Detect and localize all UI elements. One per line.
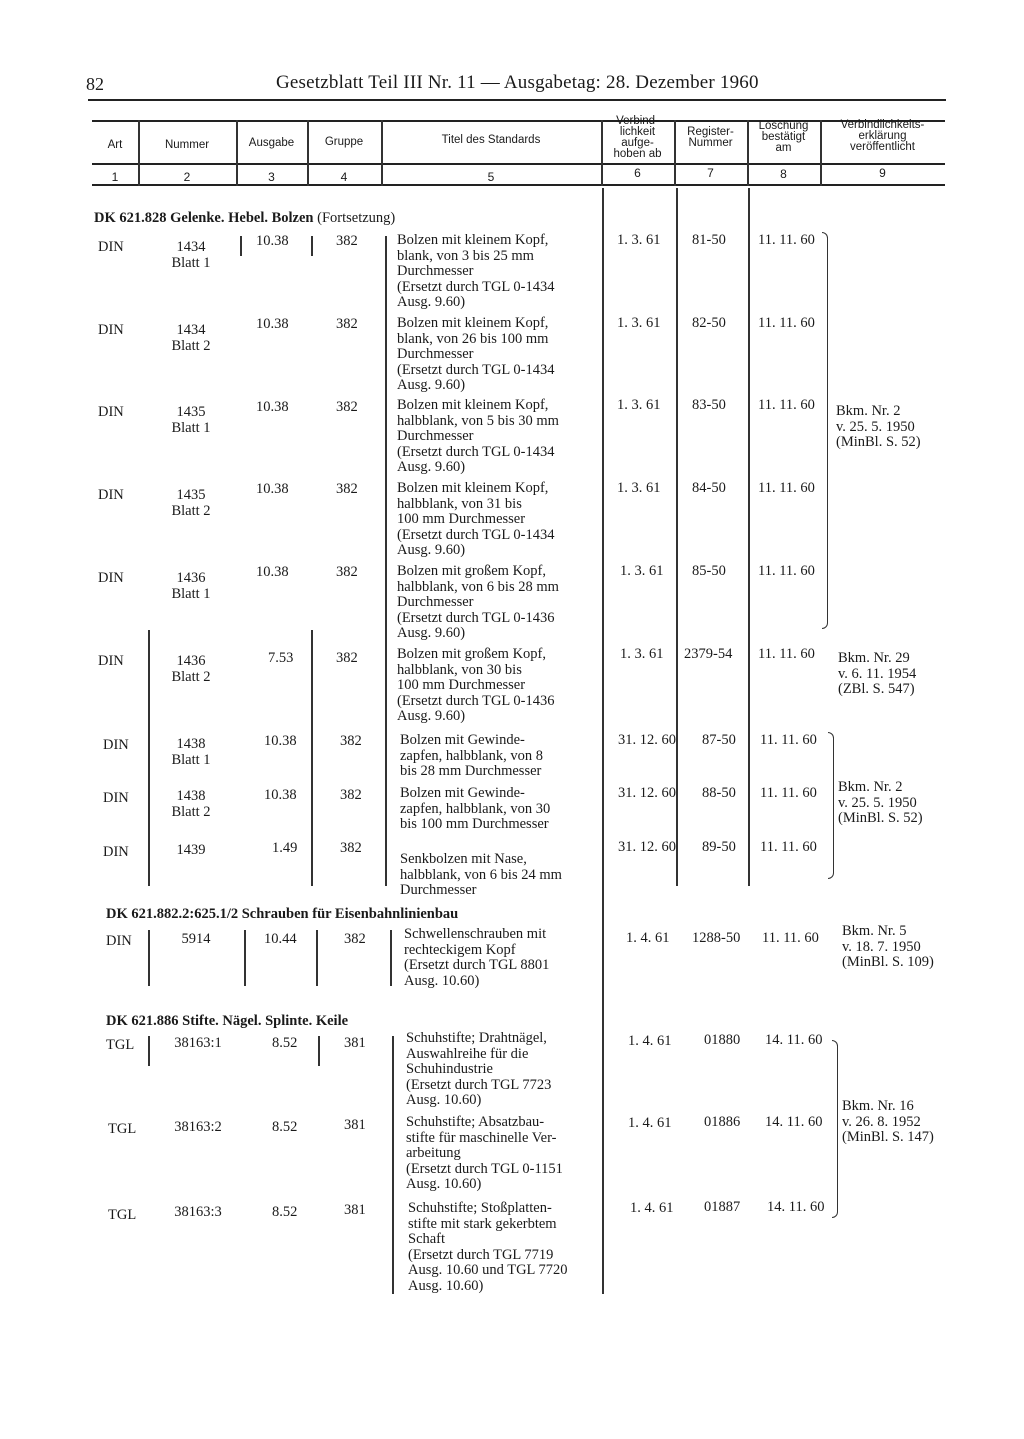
cell-nummer: 1434 Blatt 1 — [171, 239, 211, 271]
col-number: 5 — [487, 170, 495, 184]
body-divider — [390, 930, 392, 986]
cell-register: 83-50 — [692, 397, 726, 413]
col-number: 9 — [879, 166, 886, 180]
cell-nummer: 1436 Blatt 2 — [171, 653, 211, 685]
cell-aufgehoben: 1. 3. 61 — [617, 232, 661, 248]
cell-nummer: 1438 Blatt 1 — [171, 736, 211, 768]
cell-nummer: 38163:1 — [174, 1035, 222, 1051]
cell-gruppe: 382 — [336, 481, 358, 497]
cell-register: 81-50 — [692, 232, 726, 248]
cell-nummer: 38163:2 — [174, 1119, 222, 1135]
cell-aufgehoben: 1. 4. 61 — [628, 1115, 672, 1131]
cell-titel: Bolzen mit kleinem Kopf, blank, von 26 bis 100 mm Durchmesser (Ersetzt durch TGL 0-1434 Ausg. 9.60) — [397, 315, 555, 393]
cell-titel: Senkbolzen mit Nase, halbblank, von 6 bis 24 mm Durchmesser — [400, 851, 562, 898]
cell-gruppe: 381 — [344, 1202, 366, 1218]
col-number: 3 — [268, 170, 275, 184]
body-divider — [316, 930, 318, 986]
cell-gruppe: 382 — [340, 733, 362, 749]
cell-register: 01887 — [704, 1199, 741, 1215]
cell-loeschung: 11. 11. 60 — [758, 232, 815, 248]
cell-nummer: 1435 Blatt 1 — [171, 404, 211, 436]
cell-ausgabe: 8.52 — [272, 1035, 298, 1051]
cell-aufgehoben: 1. 3. 61 — [617, 480, 661, 496]
cell-ausgabe: 10.38 — [264, 733, 297, 749]
cell-loeschung: 11. 11. 60 — [760, 839, 817, 855]
cell-register: 82-50 — [692, 315, 726, 331]
cell-loeschung: 11. 11. 60 — [758, 646, 815, 662]
cell-aufgehoben: 1. 3. 61 — [620, 646, 664, 662]
cell-loeschung: 11. 11. 60 — [758, 480, 815, 496]
cell-verbindlichkeit: Bkm. Nr. 2 v. 25. 5. 1950 (MinBl. S. 52) — [836, 403, 921, 450]
col-number: 8 — [780, 167, 787, 181]
cell-aufgehoben: 31. 12. 60 — [618, 785, 676, 801]
cell-gruppe: 382 — [336, 399, 358, 415]
cell-register: 1288-50 — [692, 930, 741, 946]
cell-loeschung: 11. 11. 60 — [758, 315, 815, 331]
body-divider — [311, 630, 313, 886]
cell-register: 88-50 — [702, 785, 736, 801]
cell-loeschung: 11. 11. 60 — [760, 785, 817, 801]
cell-art: DIN — [98, 487, 124, 503]
body-divider — [392, 1036, 394, 1294]
section-heading-text: DK 621.828 Gelenke. Hebel. Bolzen — [94, 210, 314, 226]
cell-aufgehoben: 1. 4. 61 — [626, 930, 670, 946]
cell-titel: Bolzen mit kleinem Kopf, halbblank, von 5 bis 30 mm Durchmesser (Ersetzt durch TGL 0-1434 Ausg. 9.60) — [397, 397, 559, 475]
page-number: 82 — [86, 74, 104, 94]
body-divider — [244, 930, 246, 986]
cell-verbindlichkeit: Bkm. Nr. 16 v. 26. 8. 1952 (MinBl. S. 147) — [842, 1098, 934, 1145]
cell-register: 87-50 — [702, 732, 736, 748]
cell-ausgabe: 1.49 — [272, 840, 298, 856]
section-heading — [94, 210, 395, 227]
cell-nummer: 1439 — [176, 842, 206, 858]
cell-gruppe: 382 — [336, 316, 358, 332]
cell-titel: Bolzen mit großem Kopf, halbblank, von 30 bis 100 mm Durchmesser (Ersetzt durch TGL 0-1436 Ausg. 9.60) — [397, 646, 555, 724]
group-brace — [832, 1040, 838, 1218]
cell-gruppe: 382 — [340, 840, 362, 856]
cell-art: DIN — [98, 653, 124, 669]
col-header-loeschung: Löschung bestätigt am — [758, 120, 809, 154]
body-divider — [148, 1036, 150, 1066]
section-heading: DK 621.886 Stifte. Nägel. Splinte. Keile — [106, 1013, 349, 1029]
cell-art: DIN — [98, 570, 124, 586]
cell-loeschung: 14. 11. 60 — [765, 1114, 823, 1130]
cell-nummer: 1434 Blatt 2 — [171, 322, 211, 354]
col-number: 7 — [707, 166, 714, 180]
col-header-art: Art — [107, 139, 123, 151]
cell-loeschung: 14. 11. 60 — [767, 1199, 825, 1215]
table-num-rule — [92, 184, 945, 186]
cell-aufgehoben: 31. 12. 60 — [618, 839, 676, 855]
cell-art: DIN — [98, 239, 124, 255]
body-divider — [676, 188, 678, 886]
cell-loeschung: 11. 11. 60 — [760, 732, 817, 748]
cell-art: TGL — [106, 1037, 135, 1053]
col-header-titel: Titel des Standards — [441, 134, 541, 146]
cell-ausgabe: 10.38 — [256, 564, 289, 580]
cell-titel: Schuhstifte; Stoßplatten- stifte mit stark gekerbtem Schaft (Ersetzt durch TGL 7719 Ausg. 10.60 und TGL 7720 Ausg. 10.60) — [408, 1200, 568, 1294]
cell-verbindlichkeit: Bkm. Nr. 5 v. 18. 7. 1950 (MinBl. S. 109) — [842, 923, 934, 970]
cell-gruppe: 381 — [344, 1117, 366, 1133]
cell-nummer: 1435 Blatt 2 — [171, 487, 211, 519]
col-number: 2 — [183, 170, 191, 184]
col-number: 6 — [634, 166, 641, 180]
cell-gruppe: 382 — [344, 931, 366, 947]
section-heading-suffix: (Fortsetzung) — [317, 210, 396, 226]
cell-gruppe: 381 — [344, 1035, 366, 1051]
body-divider — [385, 236, 387, 886]
cell-loeschung: 11. 11. 60 — [758, 397, 815, 413]
cell-gruppe: 382 — [340, 787, 362, 803]
cell-ausgabe: 10.38 — [264, 787, 297, 803]
cell-register: 01886 — [704, 1114, 741, 1130]
cell-ausgabe: 8.52 — [272, 1204, 298, 1220]
col-number: 1 — [111, 170, 119, 184]
cell-ausgabe: 10.38 — [256, 233, 289, 249]
cell-titel: Bolzen mit kleinem Kopf, blank, von 3 bis 25 mm Durchmesser (Ersetzt durch TGL 0-1434 Ausg. 9.60) — [397, 232, 555, 310]
cell-register: 89-50 — [702, 839, 736, 855]
cell-nummer: 1438 Blatt 2 — [171, 788, 211, 820]
col-header-ausgabe: Ausgabe — [248, 137, 295, 149]
cell-gruppe: 382 — [336, 233, 358, 249]
cell-art: TGL — [108, 1121, 137, 1137]
cell-verbindlichkeit: Bkm. Nr. 29 v. 6. 11. 1954 (ZBl. S. 547) — [838, 650, 917, 697]
cell-aufgehoben: 1. 3. 61 — [617, 315, 661, 331]
cell-titel: Schuhstifte; Drahtnägel, Auswahlreihe für die Schuhindustrie (Ersetzt durch TGL 7723 Ausg. 10.60) — [406, 1030, 552, 1108]
cell-titel: Bolzen mit kleinem Kopf, halbblank, von 31 bis 100 mm Durchmesser (Ersetzt durch TGL 0-1434 Ausg. 9.60) — [397, 480, 555, 558]
cell-art: TGL — [108, 1207, 137, 1223]
cell-aufgehoben: 1. 3. 61 — [620, 563, 664, 579]
cell-nummer: 1436 Blatt 1 — [171, 570, 211, 602]
cell-ausgabe: 7.53 — [268, 650, 294, 666]
cell-loeschung: 11. 11. 60 — [758, 563, 815, 579]
cell-art: DIN — [103, 844, 129, 860]
col-header-register: Register- Nummer — [687, 126, 734, 149]
body-divider — [318, 1036, 320, 1066]
body-divider — [240, 236, 242, 256]
cell-aufgehoben: 1. 4. 61 — [628, 1033, 672, 1049]
body-divider — [311, 236, 313, 256]
table-head-rule — [92, 163, 945, 165]
page-header: Gesetzblatt Teil III Nr. 11 — Ausgabetag: 28. Dezember 1960 — [276, 72, 759, 93]
cell-art: DIN — [98, 322, 124, 338]
cell-ausgabe: 8.52 — [272, 1119, 298, 1135]
header-rule — [88, 99, 946, 101]
cell-ausgabe: 10.38 — [256, 399, 289, 415]
cell-titel: Bolzen mit großem Kopf, halbblank, von 6 bis 28 mm Durchmesser (Ersetzt durch TGL 0-1436 Ausg. 9.60) — [397, 563, 559, 641]
cell-aufgehoben: 1. 3. 61 — [617, 397, 661, 413]
body-divider — [748, 188, 750, 886]
cell-titel: Bolzen mit Gewinde- zapfen, halbblank, von 30 bis 100 mm Durchmesser — [400, 785, 551, 832]
cell-loeschung: 14. 11. 60 — [765, 1032, 823, 1048]
cell-verbindlichkeit: Bkm. Nr. 2 v. 25. 5. 1950 (MinBl. S. 52) — [838, 779, 923, 826]
col-header-aufgehoben: Verbind- lichkeit aufge- hoben ab — [613, 115, 662, 160]
group-brace — [828, 732, 834, 879]
cell-gruppe: 382 — [336, 650, 358, 666]
cell-register: 01880 — [704, 1032, 741, 1048]
cell-gruppe: 382 — [336, 564, 358, 580]
cell-aufgehoben: 31. 12. 60 — [618, 732, 676, 748]
cell-aufgehoben: 1. 4. 61 — [630, 1200, 674, 1216]
cell-loeschung: 11. 11. 60 — [762, 930, 819, 946]
cell-register: 84-50 — [692, 480, 726, 496]
cell-ausgabe: 10.44 — [264, 931, 297, 947]
section-heading: DK 621.882.2:625.1/2 Schrauben für Eisenbahnlinienbau — [106, 906, 459, 922]
group-brace — [822, 232, 828, 629]
cell-register: 2379-54 — [684, 646, 733, 662]
col-number: 4 — [340, 170, 348, 184]
cell-titel: Schuhstifte; Absatzbau- stifte für maschinelle Ver- arbeitung (Ersetzt durch TGL 0-1151 Ausg. 10.60) — [406, 1114, 563, 1192]
cell-art: DIN — [106, 933, 132, 949]
cell-ausgabe: 10.38 — [256, 481, 289, 497]
cell-ausgabe: 10.38 — [256, 316, 289, 332]
col-header-gruppe: Gruppe — [324, 136, 364, 148]
cell-art: DIN — [103, 737, 129, 753]
cell-art: DIN — [103, 790, 129, 806]
cell-nummer: 5914 — [181, 931, 211, 947]
cell-titel: Schwellenschrauben mit rechteckigem Kopf (Ersetzt durch TGL 8801 Ausg. 10.60) — [404, 926, 550, 989]
col-header-verbindlichkeit: Verbindlichkeits- erklärung veröffentlicht — [840, 119, 925, 153]
cell-nummer: 38163:3 — [174, 1204, 222, 1220]
cell-titel: Bolzen mit Gewinde- zapfen, halbblank, von 8 bis 28 mm Durchmesser — [400, 732, 543, 779]
col-header-nummer: Nummer — [164, 139, 210, 151]
cell-art: DIN — [98, 404, 124, 420]
cell-register: 85-50 — [692, 563, 726, 579]
